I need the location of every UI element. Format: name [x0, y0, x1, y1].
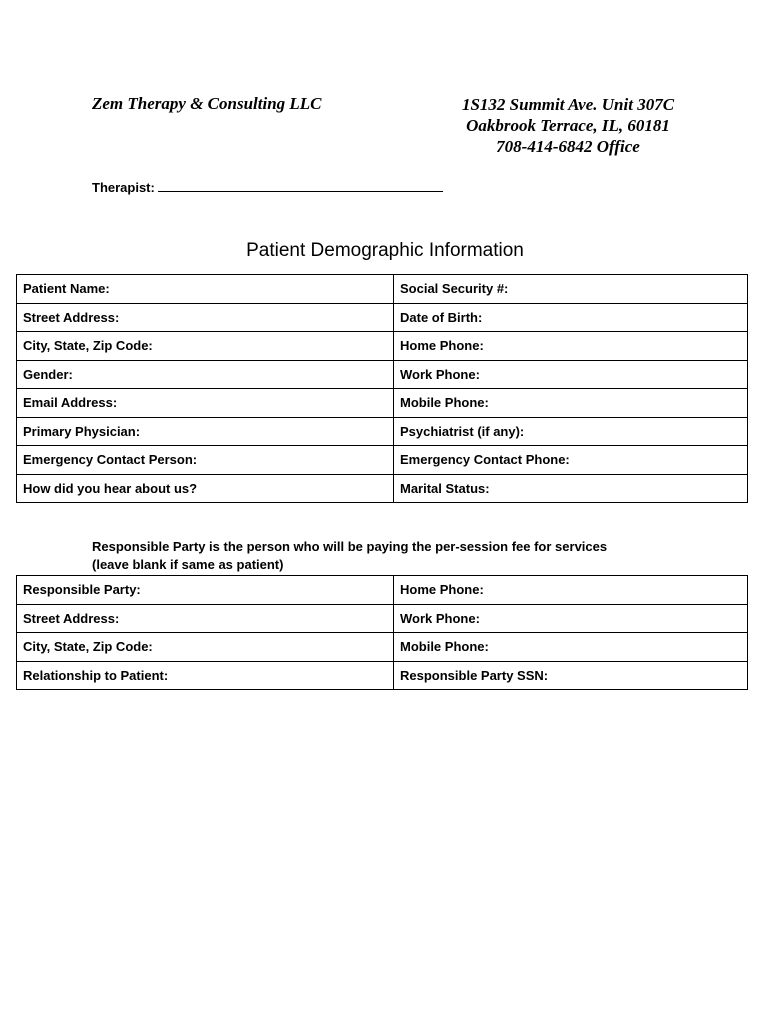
- responsible-city-state-zip-field[interactable]: City, State, Zip Code:: [17, 633, 394, 662]
- table-row: [17, 360, 748, 389]
- emergency-contact-phone-field[interactable]: Emergency Contact Phone:: [394, 446, 748, 475]
- table-row: [17, 474, 748, 503]
- ssn-field[interactable]: Social Security #:: [394, 275, 748, 304]
- company-address: [420, 94, 716, 157]
- street-address-field[interactable]: Street Address:: [17, 303, 394, 332]
- table-row: [17, 417, 748, 446]
- mobile-phone-field[interactable]: Mobile Phone:: [394, 389, 748, 418]
- patient-name-field[interactable]: Patient Name:: [17, 275, 394, 304]
- table-row: [17, 604, 748, 633]
- referral-source-field[interactable]: How did you hear about us?: [17, 474, 394, 503]
- email-address-field[interactable]: Email Address:: [17, 389, 394, 418]
- table-row: [17, 332, 748, 361]
- work-phone-field[interactable]: Work Phone:: [394, 360, 748, 389]
- responsible-mobile-phone-field[interactable]: Mobile Phone:: [394, 633, 748, 662]
- gender-field[interactable]: Gender:: [17, 360, 394, 389]
- responsible-note-line-2: (leave blank if same as patient): [92, 557, 284, 572]
- city-state-zip-field[interactable]: City, State, Zip Code:: [17, 332, 394, 361]
- responsible-note-line-1: Responsible Party is the person who will be paying the per-session fee for services: [92, 539, 608, 554]
- table-row: [17, 303, 748, 332]
- psychiatrist-field[interactable]: Psychiatrist (if any):: [394, 417, 748, 446]
- therapist-input-line[interactable]: [158, 179, 443, 192]
- emergency-contact-person-field[interactable]: Emergency Contact Person:: [17, 446, 394, 475]
- responsible-ssn-field[interactable]: Responsible Party SSN:: [394, 661, 748, 690]
- therapist-field: [92, 179, 443, 195]
- table-row: [17, 389, 748, 418]
- home-phone-field[interactable]: Home Phone:: [394, 332, 748, 361]
- marital-status-field[interactable]: Marital Status:: [394, 474, 748, 503]
- table-row: [17, 275, 748, 304]
- table-row: [17, 633, 748, 662]
- table-row: [17, 661, 748, 690]
- responsible-home-phone-field[interactable]: Home Phone:: [394, 576, 748, 605]
- table-row: [17, 576, 748, 605]
- office-phone: 708-414-6842 Office: [496, 137, 640, 156]
- address-line-2: Oakbrook Terrace, IL, 60181: [466, 116, 670, 135]
- date-of-birth-field[interactable]: Date of Birth:: [394, 303, 748, 332]
- address-line-1: 1S132 Summit Ave. Unit 307C: [461, 95, 675, 114]
- relationship-to-patient-field[interactable]: Relationship to Patient:: [17, 661, 394, 690]
- responsible-party-table: [16, 575, 748, 690]
- primary-physician-field[interactable]: Primary Physician:: [17, 417, 394, 446]
- responsible-work-phone-field[interactable]: Work Phone:: [394, 604, 748, 633]
- form-title: Patient Demographic Information: [246, 240, 524, 261]
- responsible-street-address-field[interactable]: Street Address:: [17, 604, 394, 633]
- responsible-party-note: [92, 538, 607, 574]
- company-name: Zem Therapy & Consulting LLC: [92, 94, 322, 113]
- patient-info-table: [16, 274, 748, 503]
- therapist-label: Therapist:: [92, 180, 155, 195]
- table-row: [17, 446, 748, 475]
- responsible-party-field[interactable]: Responsible Party:: [17, 576, 394, 605]
